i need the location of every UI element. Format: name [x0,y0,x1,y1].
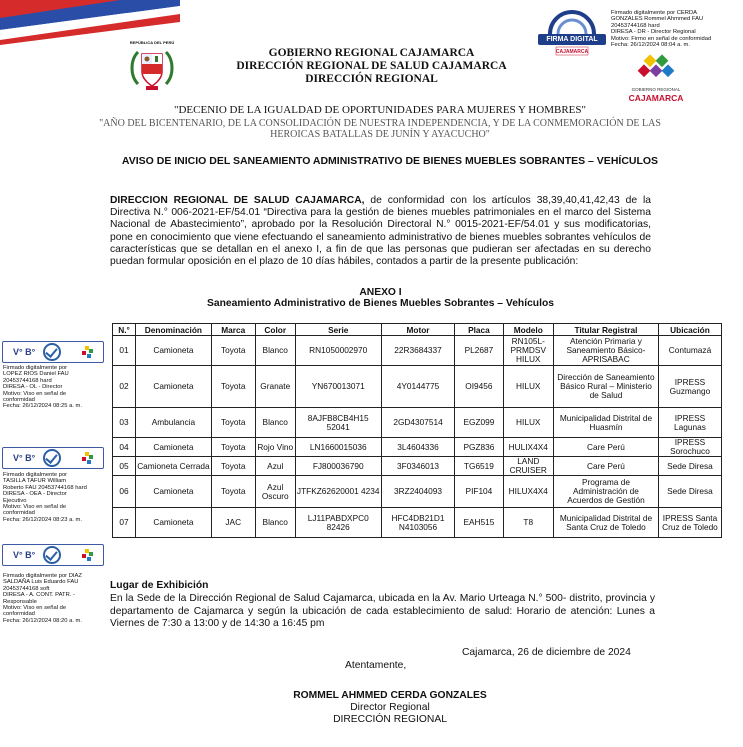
table-cell: Blanco [255,336,295,366]
table-cell: 03 [113,408,136,438]
vobo-label: V° B° [13,347,36,357]
table-cell: PIF104 [455,476,503,508]
table-cell: TG6519 [455,457,503,476]
table-cell: YN670013071 [295,366,381,408]
table-cell: Granate [255,366,295,408]
firma-line: DIRESA - DR - Director Regional [611,29,696,36]
table-cell: Municipalidad Distrital de Santa Cruz de Toledo [553,508,658,538]
sig-line: Roberto FAU 20453744168 hard [3,484,87,491]
sig-line: LOPEZ RIOS Daniel FAU [3,371,69,378]
table-cell: Rojo Vino [255,438,295,457]
table-cell: Toyota [211,408,255,438]
table-cell: Camioneta Cerrada [136,457,212,476]
gobierno-mini-logo-icon [81,549,95,563]
table-cell: Camioneta [136,366,212,408]
table-cell: 3RZ2404093 [381,476,455,508]
firmante-name: ROMMEL AHMMED CERDA GONZALES [293,690,487,701]
table-cell: 8AJFB8CB4H15 52041 [295,408,381,438]
table-cell: RN105L-PRMDSV HILUX [503,336,553,366]
column-header: N.° [113,324,136,336]
table-cell: Ambulancia [136,408,212,438]
anexo-subtitle: Saneamiento Administrativo de Bienes Muebles Sobrantes – Vehículos [207,298,554,309]
header-line2: DIRECCIÓN REGIONAL DE SALUD CAJAMARCA [236,60,507,72]
table-cell: IPRESS Lagunas [658,408,721,438]
firma-line: Firmado digitalmente por CERDA [611,10,698,16]
table-cell: Camioneta [136,438,212,457]
table-cell: IPRESS Santa Cruz de Toledo [658,508,721,538]
sig-line: Fecha: 26/12/2024 08:25 a. m. [3,403,82,410]
table-cell: JAC [211,508,255,538]
firma-digital-badge-text: FIRMA DIGITAL [546,36,598,43]
firma-digital-badge-org: CAJAMARCA [555,49,589,55]
table-cell: Municipalidad Distrital de Huasmín [553,408,658,438]
table-header-row [113,324,722,336]
table-cell: 01 [113,336,136,366]
aviso-title: AVISO DE INICIO DEL SANEAMIENTO ADMINISTRATIVO DE BIENES MUEBLES SOBRANTES – VEHÍCULOS [121,155,659,167]
signature-block-3 [3,573,108,624]
sig-line: DIRESA - A. CONT. PATR. - [3,592,75,599]
sig-line: DIRESA - OEA - Director [3,491,67,498]
sig-line: Firmado digitalmente por [3,365,68,371]
firma-line: GONZALES Rommel Ahmmed FAU [611,16,704,23]
table-row [113,508,722,538]
table-cell: PL2687 [455,336,503,366]
check-circle-icon [43,343,61,361]
signature-block-2 [3,472,108,523]
column-header: Ubicación [658,324,721,336]
sig-line: conformidad [3,510,35,517]
gobierno-regional-logo [628,54,684,104]
table-cell: Toyota [211,438,255,457]
table-cell: T8 [503,508,553,538]
table-cell: Azul Oscuro [255,476,295,508]
header-line3: DIRECCIÓN REGIONAL [305,73,438,85]
table-cell: 3L4604336 [381,438,455,457]
table-cell: IPRESS Sorochuco [658,438,721,457]
anexo-title: ANEXO I [359,287,402,298]
body-paragraph [110,195,651,268]
table-cell: 2GD4307514 [381,408,455,438]
firma-line: 20453744168 hard [611,22,660,29]
table-cell: Sede Diresa [658,476,721,508]
gobierno-logo-line1: GOBIERNO REGIONAL [631,87,681,92]
sig-line: conformidad [3,397,35,404]
table-row [113,366,722,408]
table-cell: 07 [113,508,136,538]
table-cell: HFC4DB21D1 N4103056 [381,508,455,538]
vobo-label: V° B° [13,550,36,560]
table-cell: Atención Primaria y Saneamiento Básico-APRISABAC [553,336,658,366]
table-cell: EAH515 [455,508,503,538]
gobierno-logo-line2: CAJAMARCA [628,93,684,103]
firma-digital-info [611,10,743,48]
vobo-stamp-1 [2,341,104,363]
table-cell: HILUX [503,366,553,408]
check-circle-icon [43,449,61,467]
table-cell: HILUX4X4 [503,476,553,508]
vobo-stamp-2 [2,447,104,469]
vehicles-table [112,323,722,538]
sig-line: Firmado digitalmente por DIAZ [3,573,82,579]
sig-line: 20453744168 hard [3,377,52,384]
sig-line: TASILLA TAFUR William [3,478,67,485]
table-cell: LJ11PABDXPC0 82426 [295,508,381,538]
check-circle-icon [43,546,61,564]
sig-line: Ejecutivo [3,497,27,504]
table-cell: Dirección de Saneamiento Básico Rural – Ministerio de Salud [553,366,658,408]
firma-line: Motivo: Firmo en señal de conformidad [611,35,712,42]
table-cell: 3F0346013 [381,457,455,476]
column-header: Placa [455,324,503,336]
table-cell: 02 [113,366,136,408]
firma-line: Fecha: 26/12/2024 08:04 a. m. [611,42,690,49]
table-cell: Toyota [211,336,255,366]
sig-line: 20453744168 soft [3,585,50,592]
table-cell: Programa de Administración de Acuerdos de Gestión [553,476,658,508]
sig-line: Motivo: Viso en señal de [3,390,67,397]
table-cell: EGZ099 [455,408,503,438]
gobierno-mini-logo-icon [81,346,95,360]
table-cell: OI9456 [455,366,503,408]
table-cell: 05 [113,457,136,476]
vobo-label: V° B° [13,453,36,463]
sig-line: Fecha: 26/12/2024 08:20 a. m. [3,617,82,624]
seal-caption: REPÚBLICA DEL PERÚ [129,40,175,45]
table-cell: Camioneta [136,476,212,508]
firma-digital-badge [536,10,608,58]
lugar-title: Lugar de Exhibición [110,580,209,591]
sig-line: Responsable [3,598,37,605]
body-bold: DIRECCION REGIONAL DE SALUD CAJAMARCA, [110,195,365,206]
fecha-text: Cajamarca, 26 de diciembre de 2024 [462,647,631,658]
anio-text: "AÑO DEL BICENTENARIO, DE LA CONSOLIDACIÓN DE NUESTRA INDEPENDENCIA, Y DE LA CONMEMORACIÓN DE LAS HEROICAS BATALLAS DE JUNÍN Y AYACUCHO" [99,118,661,140]
gobierno-logo-icon [628,54,684,86]
table-cell: 22R3684337 [381,336,455,366]
gobierno-mini-logo-icon [81,452,95,466]
column-header: Titular Registral [553,324,658,336]
column-header: Serie [295,324,381,336]
table-row [113,336,722,366]
table-cell: JTFKZ62620001 4234 [295,476,381,508]
table-cell: LAND CRUISER [503,457,553,476]
table-cell: Care Perú [553,457,658,476]
atentamente-text: Atentamente, [345,660,407,671]
firmante-cargo: Director Regional [350,702,430,713]
table-cell: Azul [255,457,295,476]
table-cell: Contumazá [658,336,721,366]
body-text: de conformidad con los artículos 38,39,40,41,42,43 de la Directiva N.° 006-2021-EF/54.01 “Directiva para la gestión de bienes muebles patrimoniales en el marco del Sistema Nacional de Abastecimiento”, aprobado por la Resolución Directoral N.° 0015-2021-EF/54.01 y sus modificatorias, pone en conocimiento que viene efectuando el saneamiento administrativo de bienes muebles sobrantes vehículos de características que se detallan en el anexo I, a fin de que las personas que pudieran ser afectadas en su derecho puedan formular oposición en el plazo de 10 días hábiles, contados a partir de la presente publicación: [110,195,651,268]
flag-ribbon [0,0,180,45]
table-cell: Sede Diresa [658,457,721,476]
table-cell: LN1660015036 [295,438,381,457]
table-cell: FJ800036790 [295,457,381,476]
table-cell: PGZ836 [455,438,503,457]
table-cell: HULIX4X4 [503,438,553,457]
column-header: Marca [211,324,255,336]
table-cell: 4Y0144775 [381,366,455,408]
table-row [113,408,722,438]
sig-line: Motivo: Viso en señal de [3,605,67,612]
sig-line: SALDAÑA Luis Eduardo FAU [3,579,79,586]
sig-line: Fecha: 26/12/2024 08:23 a. m. [3,516,82,523]
vobo-stamp-3 [2,544,104,566]
sig-line: conformidad [3,611,35,618]
table-cell: HILUX [503,408,553,438]
table-cell: IPRESS Guzmango [658,366,721,408]
table-body [113,336,722,538]
table-row [113,457,722,476]
sig-line: DIRESA - OL - Director [3,384,63,391]
table-cell: Care Perú [553,438,658,457]
table-cell: Toyota [211,476,255,508]
table-row [113,476,722,508]
table-cell: Toyota [211,366,255,408]
signature-block-1 [3,365,108,410]
table-cell: Blanco [255,408,295,438]
table-cell: Camioneta [136,336,212,366]
column-header: Motor [381,324,455,336]
header-line1: GOBIERNO REGIONAL CAJAMARCA [268,47,475,59]
sig-line: Firmado digitalmente por [3,472,68,478]
table-cell: 04 [113,438,136,457]
column-header: Color [255,324,295,336]
column-header: Modelo [503,324,553,336]
table-cell: RN1050002970 [295,336,381,366]
table-cell: Toyota [211,457,255,476]
table-cell: 06 [113,476,136,508]
lugar-text: En la Sede de la Dirección Regional de Salud Cajamarca, ubicada en la Av. Mario Urteaga N.° 500- distrito, provincia y departamento de Cajamarca y según la ubicación de cada establecimiento de salud: Horario de atención: Lunes a Viernes de 7:30 a 13:00 y de 14:30 a 16:45 pm [110,593,655,629]
firmante-unidad: DIRECCIÓN REGIONAL [333,714,447,725]
table-cell: Blanco [255,508,295,538]
column-header: Denominación [136,324,212,336]
decenio-text: "DECENIO DE LA IGUALDAD DE OPORTUNIDADES PARA MUJERES Y HOMBRES" [174,104,586,116]
sig-line: Motivo: Viso en señal de [3,504,67,511]
table-cell: Camioneta [136,508,212,538]
table-row [113,438,722,457]
